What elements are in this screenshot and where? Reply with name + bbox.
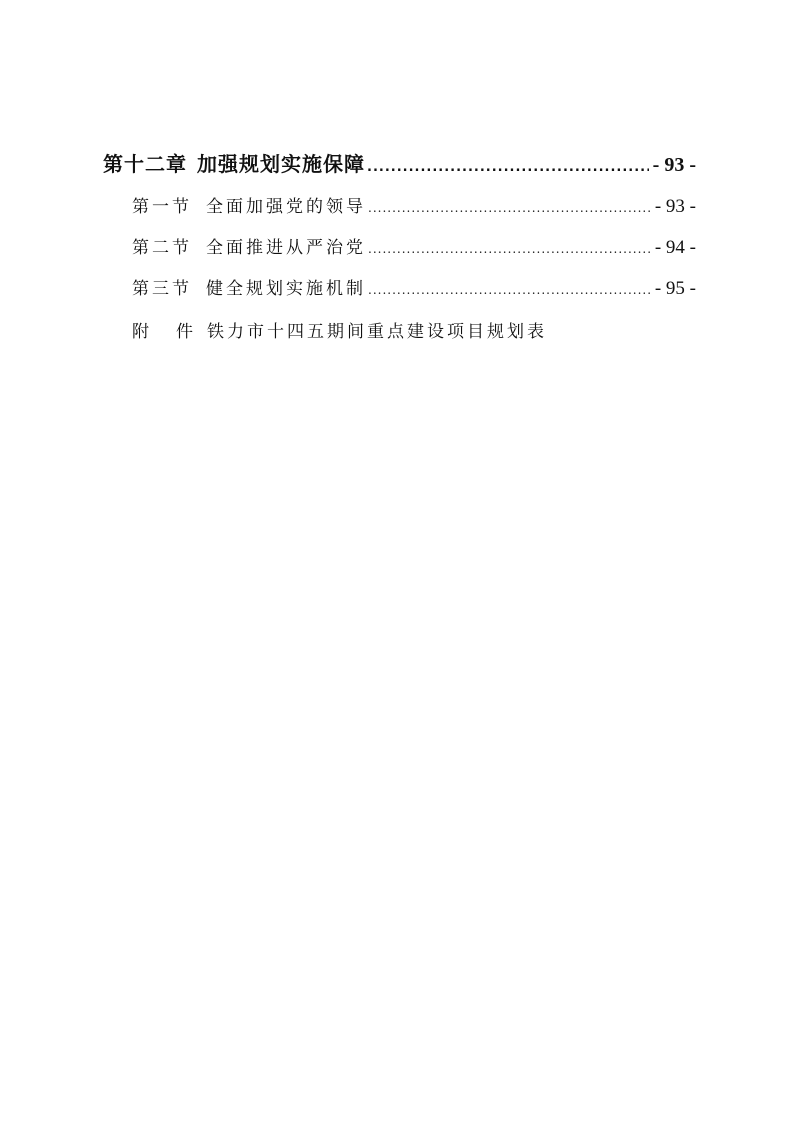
chapter-label: 第十二章	[103, 152, 187, 176]
dot-leader	[368, 201, 651, 215]
dot-leader	[368, 283, 651, 297]
section-title: 全面加强党的领导	[206, 197, 366, 217]
section-page-number: - 94 -	[654, 237, 696, 258]
toc-appendix-entry[interactable]	[132, 317, 547, 342]
section-page-number: - 93 -	[654, 196, 696, 217]
dot-leader	[368, 242, 651, 256]
chapter-title: 加强规划实施保障	[197, 152, 365, 176]
toc-section-entry[interactable]	[132, 192, 696, 218]
section-label: 第三节	[132, 279, 192, 299]
section-label: 第二节	[132, 238, 192, 258]
toc-section-entry[interactable]	[132, 274, 696, 300]
section-title: 健全规划实施机制	[206, 279, 366, 299]
section-label: 第一节	[132, 197, 192, 217]
appendix-label-second: 件	[176, 322, 193, 342]
toc-chapter-entry[interactable]	[103, 148, 696, 177]
dot-leader	[367, 160, 649, 175]
toc-section-entry[interactable]	[132, 233, 696, 259]
appendix-title: 铁力市十四五期间重点建设项目规划表	[207, 322, 547, 342]
section-title: 全面推进从严治党	[206, 238, 366, 258]
chapter-page-number: - 93 -	[652, 154, 696, 176]
section-page-number: - 95 -	[654, 278, 696, 299]
appendix-label-first: 附	[132, 322, 149, 342]
